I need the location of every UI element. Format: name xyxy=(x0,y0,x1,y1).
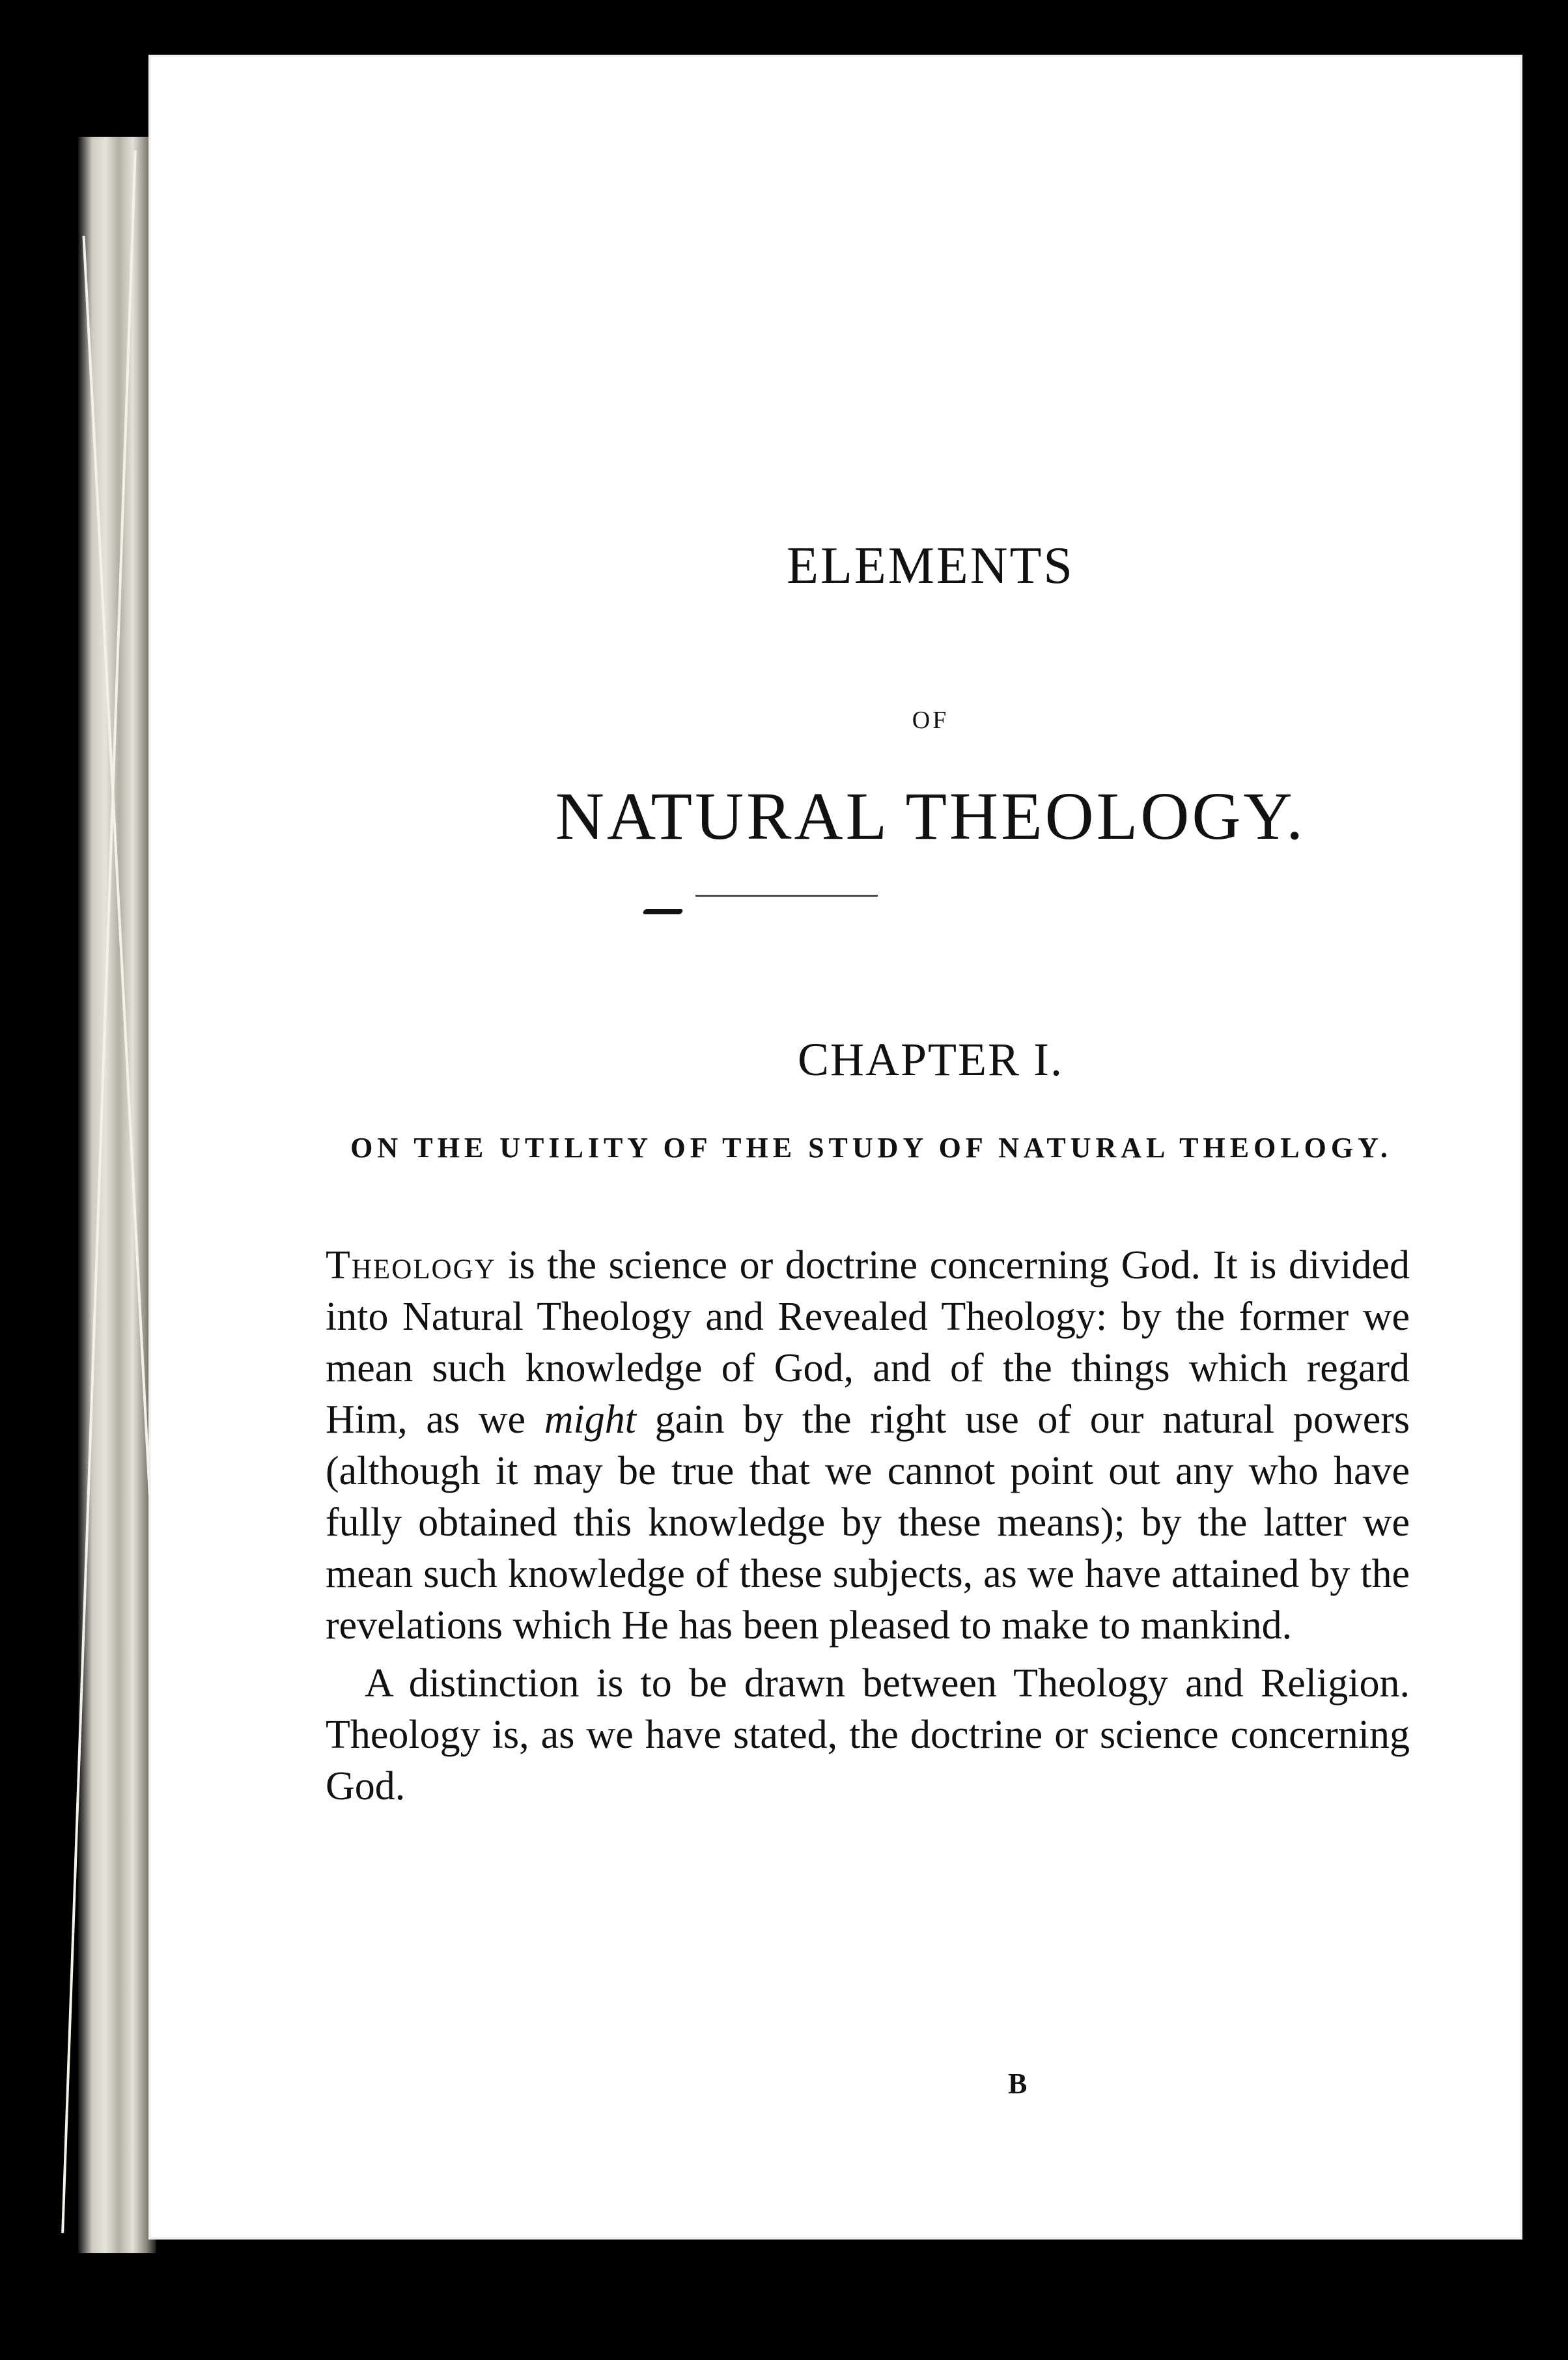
title-main: NATURAL THEOLOGY. xyxy=(555,779,1306,854)
paragraph-text: gain by the right use of our natural powers (although it may be true that we cannot point out any who have fully obtained this knowledge by these means); by the latter we mean such knowledge of these subjects, as we have attained by the revelations which He has been pleased to make to mankind. xyxy=(326,1398,1410,1648)
paragraph-text: is the science or doctrine concerning God. It is divided into Natural Theology and Revealed Theology: by the former we mean such knowledge of God, and of the things which regard Him, as we xyxy=(326,1243,1410,1442)
title-of: OF xyxy=(912,707,949,734)
title-elements: ELEMENTS xyxy=(787,537,1074,595)
italic-word: might xyxy=(544,1398,636,1442)
title-rule xyxy=(695,895,878,897)
signature-mark: B xyxy=(1008,2068,1028,2100)
body-text xyxy=(326,1240,1410,1812)
paragraph-1 xyxy=(326,1240,1410,1651)
chapter-subheading: ON THE UTILITY OF THE STUDY OF NATURAL THEOLOGY. xyxy=(350,1132,1392,1164)
book-page xyxy=(148,55,1522,2240)
paragraph-lead: Theology xyxy=(326,1243,496,1287)
paragraph-2: A distinction is to be drawn between Theology and Religion. Theology is, as we have stated, the doctrine or science concerning God. xyxy=(326,1661,1410,1808)
book-spine xyxy=(78,137,156,2253)
chapter-heading: CHAPTER I. xyxy=(797,1033,1064,1086)
ornament-dash xyxy=(643,909,684,914)
